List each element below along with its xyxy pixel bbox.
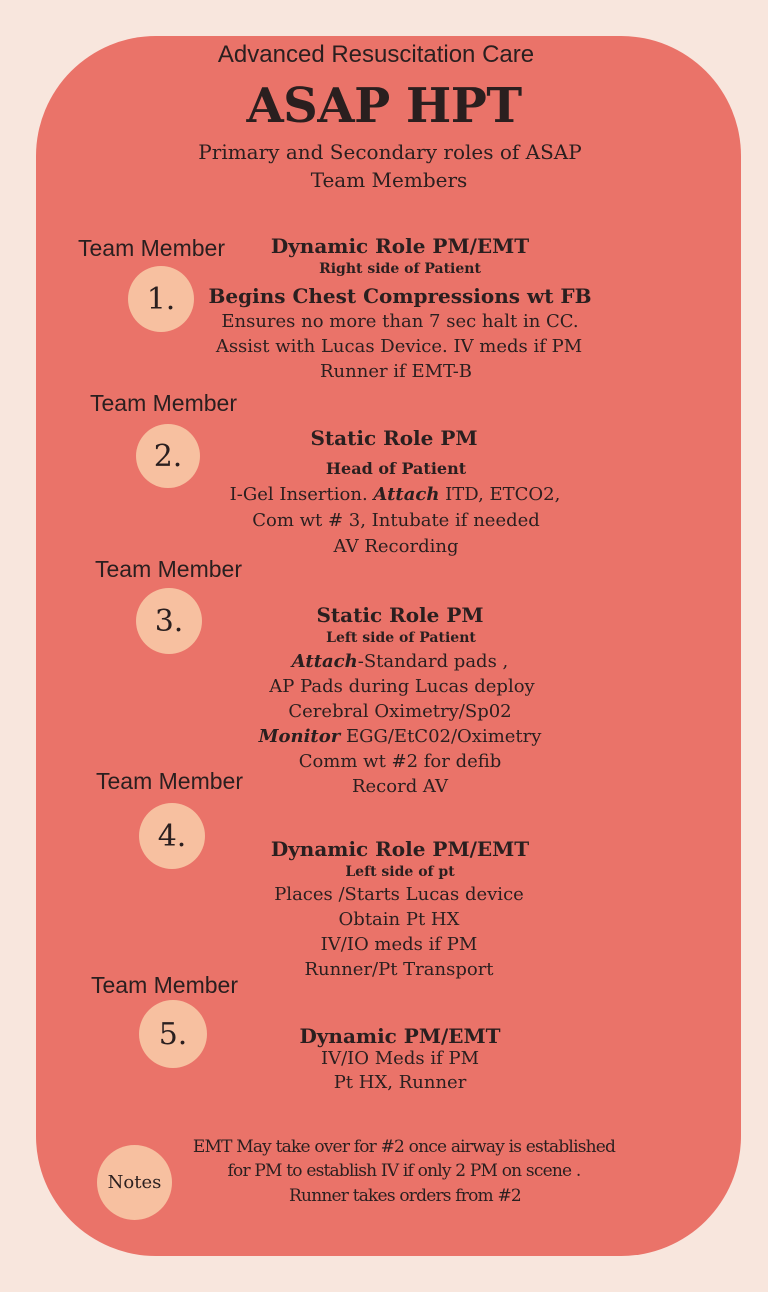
member-task: Obtain Pt HX: [338, 909, 460, 930]
notes-line: Runner takes orders from #2: [289, 1186, 521, 1206]
member-number: 3.: [154, 603, 184, 639]
member-number-badge: [136, 588, 202, 654]
notes-label: Notes: [107, 1172, 162, 1193]
member-lead-task: Begins Chest Compressions wt FB: [208, 284, 592, 308]
member-task: Cerebral Oximetry/Sp02: [288, 701, 512, 722]
header-description-line1: Primary and Secondary roles of ASAP: [198, 140, 582, 164]
member-role: Static Role PM: [316, 603, 484, 627]
notes-badge: [97, 1145, 172, 1220]
member-task: IV/IO meds if PM: [320, 934, 478, 955]
header-description-line2: Team Members: [310, 168, 468, 192]
member-role: Dynamic PM/EMT: [299, 1024, 501, 1048]
member-location: Left side of Patient: [326, 630, 476, 646]
task-text: EGG/EtC02/Oximetry: [345, 726, 542, 747]
member-number: 5.: [158, 1016, 188, 1052]
member-task: Runner if EMT-B: [319, 361, 473, 382]
member-task: Record AV: [351, 776, 449, 797]
member-task: AP Pads during Lucas deploy: [269, 676, 535, 697]
team-member-label: Team Member: [78, 235, 225, 261]
member-number: 4.: [157, 818, 187, 854]
task-text: I-Gel Insertion.: [229, 484, 368, 505]
member-location: Left side of pt: [345, 864, 455, 880]
member-task: Assist with Lucas Device. IV meds if PM: [215, 336, 583, 357]
team-member-label: Team Member: [95, 556, 242, 582]
member-role: Dynamic Role PM/EMT: [270, 234, 530, 258]
member-task: Pt HX, Runner: [333, 1072, 467, 1093]
task-text: -Standard pads ,: [357, 651, 509, 672]
page-title: ASAP HPT: [246, 78, 522, 134]
team-member-label: Team Member: [91, 972, 238, 998]
member-task: Comm wt #2 for defib: [298, 751, 502, 772]
member-task: [259, 726, 542, 747]
task-emphasis: Attach: [291, 651, 358, 672]
member-task: Ensures no more than 7 sec halt in CC.: [221, 311, 579, 332]
member-task: IV/IO Meds if PM: [320, 1048, 480, 1069]
member-task: AV Recording: [333, 536, 459, 557]
task-emphasis: Monitor: [258, 726, 341, 747]
member-number-badge: [128, 266, 194, 332]
member-role: Static Role PM: [310, 426, 478, 450]
member-role: Dynamic Role PM/EMT: [270, 837, 530, 861]
member-number-badge: [139, 1000, 207, 1068]
member-task: Runner/Pt Transport: [304, 959, 494, 980]
member-location: Right side of Patient: [319, 261, 481, 277]
team-member-label: Team Member: [96, 768, 243, 794]
notes-line: for PM to establish IV if only 2 PM on scene .: [227, 1161, 581, 1181]
member-number-badge: [136, 424, 200, 488]
member-task: [292, 651, 509, 672]
header-subtitle: Advanced Resuscitation Care: [217, 41, 535, 68]
team-member-label: Team Member: [90, 390, 237, 416]
member-task: [230, 484, 561, 505]
member-number-badge: [139, 803, 205, 869]
member-number: 2.: [153, 438, 183, 474]
task-emphasis: Attach: [373, 484, 440, 505]
member-task: Places /Starts Lucas device: [274, 884, 524, 905]
notes-line: EMT May take over for #2 once airway is established: [192, 1137, 616, 1157]
task-text: ITD, ETCO2,: [445, 484, 561, 505]
member-number: 1.: [146, 281, 176, 317]
member-location: Head of Patient: [325, 459, 467, 478]
member-task: Com wt # 3, Intubate if needed: [252, 510, 540, 531]
